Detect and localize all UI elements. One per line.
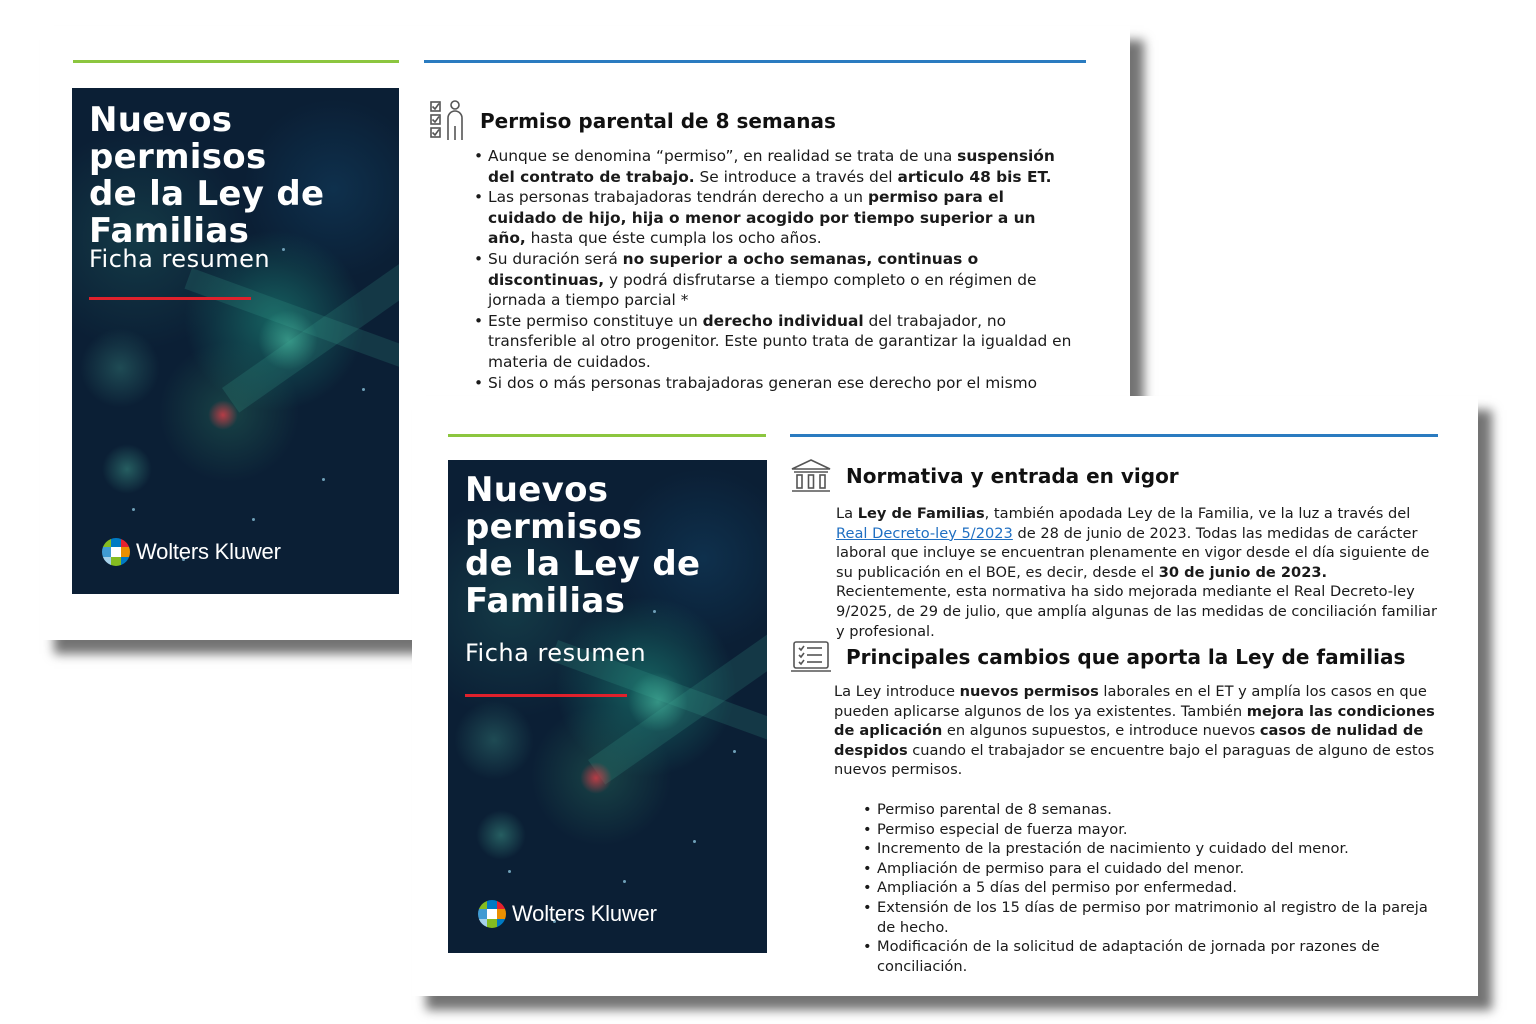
cover-title-line: de la Ley de [89,174,325,214]
document-page-2 [412,396,1478,996]
cover-title [89,102,399,250]
list-item: • Extensión de los 15 días de permiso por matrimonio al registro de la pareja de hecho. [877,898,1431,937]
text-run: de 28 de junio de 2023. Todas las medidas de carácter laboral que incluye se encuentran plenamente en vigor desde el día siguiente de su publicación en el BOE, es decir, desde el [836,524,1430,581]
text-run: en algunos supuestos, e introduce nuevos [942,722,1260,740]
star-dot [252,518,255,521]
text-run: cuando el trabajador se encuentre bajo el paraguas de alguno de estos nuevos permisos. [834,741,1435,779]
star-dot [693,840,696,843]
text-run: , también apodada Ley de la Familia, ve la luz a través del [984,505,1411,522]
section-body [834,682,1440,780]
bold-text: Ley de Familias [857,505,985,522]
brand-name: Wolters Kluwer [136,539,281,564]
star-dot [322,478,325,481]
bokeh-light [258,310,318,370]
blue-rule [790,434,1438,437]
section-paragraph [836,504,1440,641]
bullet-list [472,146,1072,393]
list-item [488,146,1072,187]
text-run: Recientemente, esta normativa ha sido mejorada mediante el Real Decreto-ley 9/2025, de 29 de julio, que amplía algunas de las medidas de conciliación familiar y profesional. [836,583,1437,640]
list-item: • Modificación de la solicitud de adaptación de jornada por razones de conciliación. [877,937,1431,976]
bullet-list [861,800,1431,976]
text-run: laborales en el ET y amplía los casos en que pueden aplicarse algunos de los ya existentes. También [834,683,1427,720]
text-run: Este permiso constituye un [488,311,703,330]
bokeh-light [454,700,534,780]
star-dot [508,870,511,873]
document-list-icon [790,640,832,674]
list-item [488,373,1072,394]
cover-title-line: Nuevos permisos [89,100,267,177]
section-title: Permiso parental de 8 semanas [480,109,836,133]
section-list [861,800,1431,976]
blue-rule [424,60,1086,63]
bokeh-light [580,762,612,794]
brand-mark [478,900,657,928]
text-run: Se introduce a través del [694,167,898,186]
text-run: hasta que éste cumpla los ocho años. [525,229,822,248]
cover-subtitle: Ficha resumen [89,245,271,273]
red-rule [465,694,627,697]
bold-text: permiso para el cuidado de hijo, hija o menor acogido por tiempo superior a un año, [488,188,1036,248]
text-run: Las personas trabajadoras tendrán derecho a un [488,188,868,207]
text-run: La [836,505,858,522]
section-title: Normativa y entrada en vigor [846,464,1179,488]
text-run: Su duración será [488,249,623,268]
text-run: Aunque se denomina “permiso”, en realidad se trata de una [488,147,958,165]
text-run: Si dos o más personas trabajadoras generan ese derecho por el mismo [488,373,1038,392]
section-heading [790,640,1405,674]
red-rule [89,297,251,300]
section-body [472,146,1072,393]
bold-text: 30 de junio de 2023. [1158,563,1328,581]
text-run: La Ley introduce [834,683,960,700]
wolters-kluwer-logo-icon [478,900,506,928]
decree-link[interactable]: Real Decreto-ley 5/2023 [836,524,1013,542]
green-rule [448,434,766,437]
bokeh-light [476,810,526,860]
wolters-kluwer-logo-icon [102,538,130,566]
cover-image [448,460,767,953]
list-item: • Ampliación a 5 días del permiso por enfermedad. [877,878,1431,898]
cover-title-line: de la Ley de [465,544,701,584]
text-run: y podrá disfrutarse a tiempo completo o en régimen de jornada a tiempo parcial * [488,270,1037,310]
list-item: • Ampliación de permiso para el cuidado del menor. [877,859,1431,879]
list-item [488,311,1072,373]
checklist-person-icon [430,100,466,142]
institution-building-icon [790,458,832,494]
cover-title-line: Familias [465,581,626,621]
list-item [488,249,1072,311]
star-dot [733,750,736,753]
text-run: del trabajador, no transferible al otro progenitor. Este punto trata de garantizar la igualdad en materia de cuidados. [488,311,1072,371]
star-dot [132,508,135,511]
bold-text: suspensión del contrato de trabajo. [488,147,1055,186]
list-item: • Permiso parental de 8 semanas. [877,800,1431,820]
list-item [488,187,1072,249]
bold-text: casos de nulidad de despidos [834,722,1424,759]
section-body [836,504,1440,641]
bold-text: no superior a ocho semanas, continuas o discontinuas, [488,249,979,289]
bold-text: articulo 48 bis ET. [897,167,1052,186]
bold-text: nuevos permisos [959,683,1099,700]
section-heading [790,458,1179,494]
brand-name: Wolters Kluwer [512,901,657,926]
list-item: • Permiso especial de fuerza mayor. [877,820,1431,840]
cover-image [72,88,399,594]
bokeh-light [80,328,160,408]
bokeh-light [208,400,238,430]
cover-title-line: Nuevos permisos [465,470,643,547]
brand-mark [102,538,281,566]
section-paragraph [834,682,1440,780]
bokeh-light [628,672,688,732]
bold-text: mejora las condiciones de aplicación [834,702,1435,740]
cover-subtitle: Ficha resumen [465,639,647,667]
section-heading [430,100,836,142]
bokeh-light [102,444,152,494]
cover-title [465,472,767,620]
star-dot [623,880,626,883]
list-item: • Incremento de la prestación de nacimiento y cuidado del menor. [877,839,1431,859]
section-title: Principales cambios que aporta la Ley de familias [846,645,1406,669]
star-dot [362,388,365,391]
cover-title-line: Familias [89,211,250,251]
green-rule [73,60,399,63]
bold-text: derecho individual [702,311,864,330]
